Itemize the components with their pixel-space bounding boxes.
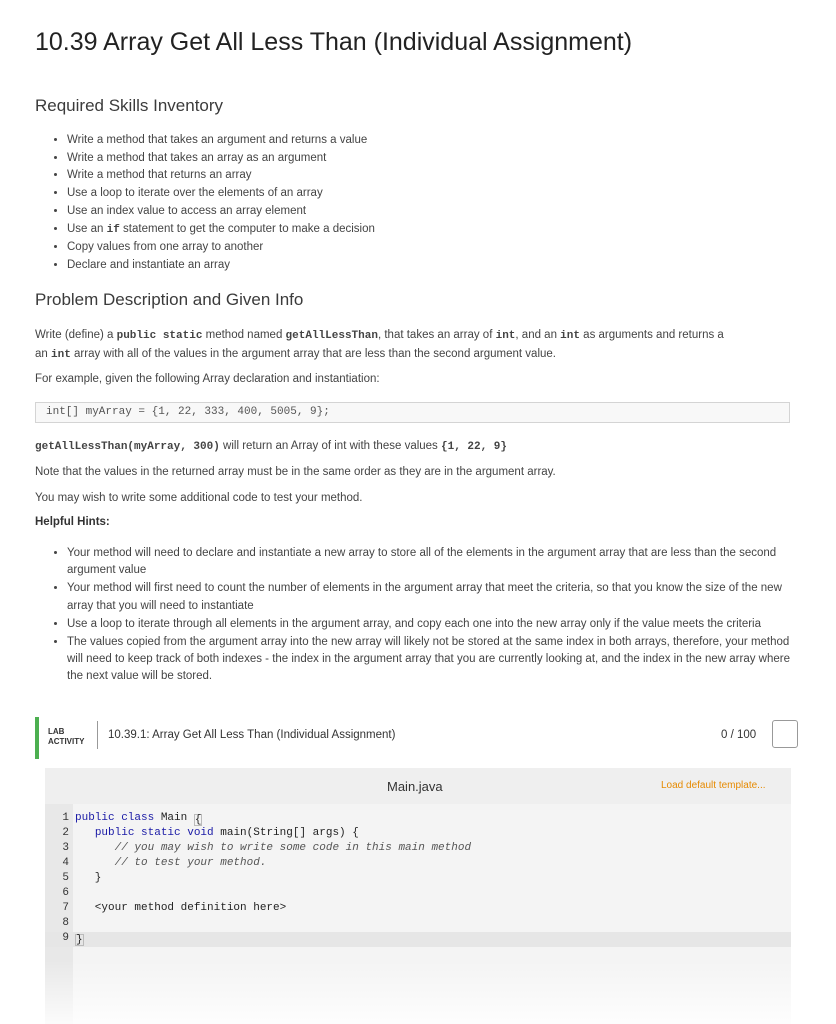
code-text: main(String[] args) {: [213, 827, 359, 839]
load-default-template-link[interactable]: Load default template...: [661, 780, 766, 791]
hints-list: [47, 545, 807, 687]
text: , that takes an array of: [377, 329, 496, 341]
list-item: • Write a method that takes an argument and returns a value: [67, 132, 375, 150]
lab-title: 10.39.1: Array Get All Less Than (Individual Assignment): [108, 729, 396, 741]
editor-header: [45, 768, 791, 804]
code-line[interactable]: [45, 872, 791, 887]
text: method named: [202, 329, 286, 341]
completion-checkbox: [772, 720, 798, 748]
text: as arguments and returns a: [579, 329, 724, 341]
editor-filename: Main.java: [387, 779, 443, 794]
list-item: • Use a loop to iterate over the elements of an array: [67, 185, 375, 203]
keyword: public class: [75, 812, 155, 824]
code-line-active[interactable]: [45, 932, 791, 947]
problem-paragraph-3: [35, 437, 795, 456]
text: will return an Array of int with these values: [219, 440, 441, 452]
list-item: • Declare and instantiate an array: [67, 257, 375, 275]
list-item: • Copy values from one array to another: [67, 239, 375, 257]
code-line[interactable]: [45, 827, 791, 842]
lab-activity-tag: [48, 727, 84, 747]
text-cursor: }: [76, 934, 83, 946]
problem-paragraph-1: [35, 326, 795, 364]
page-title: 10.39 Array Get All Less Than (Individual Assignment): [35, 28, 633, 56]
list-item: • Your method will need to declare and instantiate a new array to store all of the elements in the argument array that are less than the second argument value: [67, 545, 807, 579]
text: , and an: [515, 329, 561, 341]
list-item: • Use an index value to access an array element: [67, 203, 375, 221]
code-area[interactable]: [45, 812, 791, 947]
code-int: int: [495, 330, 516, 342]
indent: [75, 827, 95, 839]
code-line[interactable]: [45, 842, 791, 857]
divider: [97, 721, 98, 749]
problem-paragraph-2: For example, given the following Array declaration and instantiation:: [35, 373, 380, 385]
code-text: }: [75, 872, 102, 884]
list-item: [67, 221, 375, 240]
code-comment: // you may wish to write some code in this main method: [75, 842, 472, 854]
text: Use an: [67, 222, 107, 235]
list-item: • Use a loop to iterate through all elements in the argument array, and copy each one into the new array only if the value meets the criteria: [67, 616, 807, 633]
line-number: 2: [62, 827, 69, 839]
list-item: • The values copied from the argument array into the new array will likely not be stored at the same index in both arrays, therefore, your method will need to keep track of both indexes - the index in the argument array that you are currently looking at, and the index in the new array where the next value will be stored.: [67, 634, 807, 686]
problem-heading: Problem Description and Given Info: [35, 290, 304, 309]
lab-tag-line: LAB: [48, 727, 65, 736]
keyword: public static void: [94, 827, 214, 839]
list-item: • Your method will first need to count the number of elements in the argument array that meet the criteria, so that you know the size of the new array that you will need to instantiate: [67, 580, 807, 614]
code-comment: // to test your method.: [75, 857, 267, 869]
line-number: 3: [62, 842, 69, 854]
code-call: getAllLessThan(myArray, 300): [35, 441, 220, 453]
code-text: Main: [154, 812, 194, 824]
line-number: 5: [62, 872, 69, 884]
text: array with all of the values in the argument array that are less than the second argument value.: [70, 348, 556, 360]
code-method-name: getAllLessThan: [285, 330, 378, 342]
line-number: 6: [62, 887, 69, 899]
text: an: [35, 348, 51, 360]
line-number: 7: [62, 902, 69, 914]
lab-score: 0 / 100: [721, 729, 757, 741]
bottom-fade: [0, 960, 836, 1024]
line-number: 9: [62, 932, 69, 944]
code-example-box: int[] myArray = {1, 22, 333, 400, 5005, 9};: [35, 402, 790, 423]
code-int: int: [51, 349, 71, 361]
code-values: {1, 22, 9}: [441, 441, 508, 453]
code-if: if: [106, 223, 120, 236]
list-item: • Write a method that returns an array: [67, 167, 375, 185]
code-line[interactable]: [45, 887, 791, 902]
hints-label: Helpful Hints:: [35, 516, 110, 528]
code-int: int: [560, 330, 580, 342]
line-number: 4: [62, 857, 69, 869]
problem-paragraph-4: Note that the values in the returned array must be in the same order as they are in the argument array.: [35, 466, 556, 478]
line-number: 8: [62, 917, 69, 929]
lab-tag-line: ACTIVITY: [48, 737, 85, 746]
code-line[interactable]: [45, 812, 791, 827]
bracket-match: {: [194, 814, 202, 826]
code-text: <your method definition here>: [75, 902, 287, 914]
skills-list: [47, 132, 375, 275]
text: Write (define) a: [35, 329, 117, 341]
problem-paragraph-5: You may wish to write some additional code to test your method.: [35, 492, 363, 504]
line-number: 1: [62, 812, 69, 824]
lab-activity-header: [35, 717, 801, 759]
code-line[interactable]: [45, 857, 791, 872]
skills-heading: Required Skills Inventory: [35, 96, 224, 115]
text: statement to get the computer to make a decision: [119, 222, 375, 235]
list-item: • Write a method that takes an array as an argument: [67, 150, 375, 168]
code-line[interactable]: [45, 917, 791, 932]
code-public-static: public static: [116, 330, 203, 342]
code-line[interactable]: [45, 902, 791, 917]
